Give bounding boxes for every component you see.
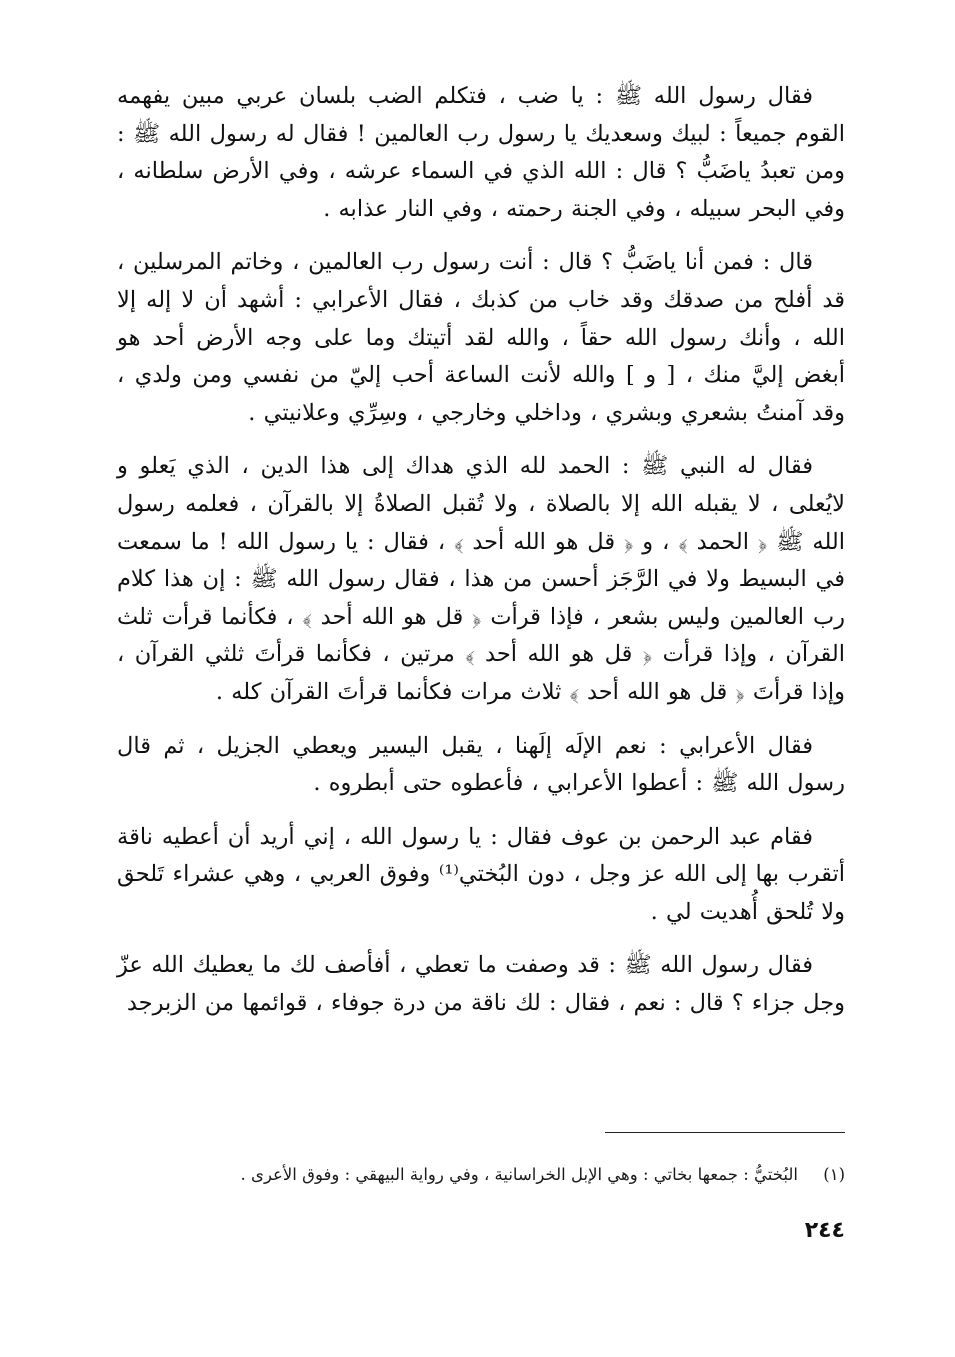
paragraph-1: فقال رسول الله ﷺ : يا ضب ، فتكلم الضب بلسان عربي مبين يفهمه القوم جميعاً : لبيك وسعديك يا رسول رب العالمين ! فقال له رسول الله ﷺ : ومن تعبدُ ياضَبُّ ؟ قال : الله الذي في السماء عرشه ، وفي الأرض سلطانه ، وفي البحر سبيله ، وفي الجنة رحمته ، وفي النار عذابه . bbox=[117, 83, 845, 222]
footnote bbox=[117, 1162, 845, 1188]
footnote-separator bbox=[605, 1132, 845, 1133]
paragraph-4: فقال الأعرابي : نعم الإلَه إلَهنا ، يقبل اليسير ويعطي الجزيل ، ثم قال رسول الله ﷺ : أعطوا الأعرابي ، فأعطوه حتى أبطروه . bbox=[117, 732, 845, 797]
paragraph-3: فقال له النبي ﷺ : الحمد لله الذي هداك إلى هذا الدين ، الذي يَعلو و لايُعلى ، لا يقبله الله إلا بالصلاة ، ولا تُقبل الصلاةُ إلا بالقرآن ، فعلمه رسول الله ﷺ ﴿ الحمد ﴾ ، و ﴿ قل هو الله أحد ﴾ ، فقال : يا رسول الله ! ما سمعت في البسيط ولا في الرَّجَز أحسن من هذا ، فقال رسول الله ﷺ : إن هذا كلام رب العالمين وليس بشعر ، فإذا قرأت ﴿ قل هو الله أحد ﴾ ، فكأنما قرأت ثلث القرآن ، وإذا قرأت ﴿ قل هو الله أحد ﴾ مرتين ، فكأنما قرأتَ ثلثي القرآن ، وإذا قرأتَ ﴿ قل هو الله أحد ﴾ ثلاث مرات فكأنما قرأتَ القرآن كله . bbox=[117, 453, 845, 705]
book-page-body bbox=[117, 78, 845, 1039]
paragraph-5: فقام عبد الرحمن بن عوف فقال : يا رسول الله ، إني أريد أن أعطيه ناقة أتقرب بها إلى الله عز وجل ، دون البُختي⁽¹⁾ وفوق العربي ، وهي عشراء تَلحق ولا تُلحق أُهديت لي . bbox=[117, 823, 845, 925]
footnote-text: البُختيُّ : جمعها بخاتي : وهي الإبل الخراسانية ، وفي رواية البيهقي : وفوق الأعرى . bbox=[240, 1165, 798, 1184]
paragraph-2: قال : فمن أنا ياضَبُّ ؟ قال : أنت رسول رب العالمين ، وخاتم المرسلين ، قد أفلح من صدقك وقد خاب من كذبك ، فقال الأعرابي : أشهد أن لا إله إلا الله ، وأنك رسول الله حقاً ، والله لقد أتيتك وما على وجه الأرض أحد هو أبغض إليَّ منك ، [ و ] والله لأنت الساعة أحب إليّ من نفسي ومن ولدي ، وقد آمنتُ بشعري وبشري ، وداخلي وخارجي ، وسِرِّي وعلانيتي . bbox=[117, 249, 845, 426]
footnote-number: (١) bbox=[823, 1165, 845, 1184]
paragraph-6: فقال رسول الله ﷺ : قد وصفت ما تعطي ، أفأصف لك ما يعطيك الله عزّ وجل جزاء ؟ قال : نعم ، فقال : لك ناقة من درة جوفاء ، قوائمها من الزبرجد bbox=[117, 952, 845, 1017]
page-number: ٢٤٤ bbox=[804, 1218, 845, 1243]
